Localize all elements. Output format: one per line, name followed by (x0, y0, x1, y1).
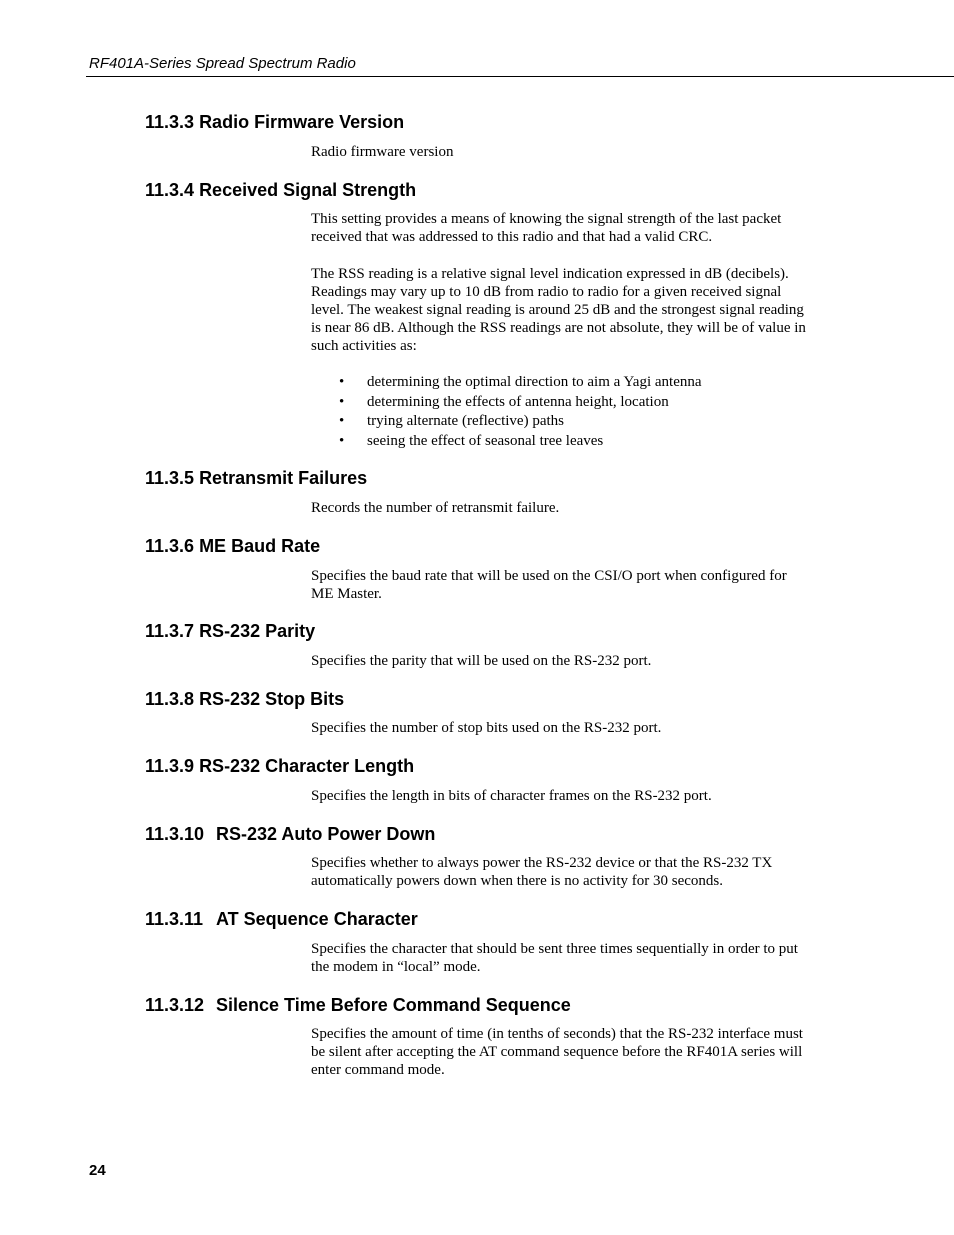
bullet-list (311, 373, 811, 451)
section-title: Retransmit Failures (199, 468, 368, 488)
section-title: RS-232 Parity (199, 621, 316, 641)
section-number: 11.3.6 (145, 536, 195, 556)
section-number: 11.3.9 (145, 756, 195, 776)
section-heading (145, 180, 416, 201)
section-heading (145, 621, 315, 642)
page-number: 24 (89, 1162, 106, 1179)
section-heading (145, 689, 344, 710)
section-title: AT Sequence Character (216, 909, 418, 929)
section-paragraph: Radio firmware version (311, 144, 454, 160)
section-title: Received Signal Strength (199, 180, 417, 200)
section-paragraph: Specifies the baud rate that will be used on the CSI/O port when configured for ME Master. (311, 568, 787, 602)
section-title: RS-232 Character Length (199, 756, 415, 776)
section-number: 11.3.3 (145, 112, 195, 132)
bullet-glyph: • (339, 393, 345, 410)
section-heading (145, 756, 414, 777)
section-title: ME Baud Rate (199, 536, 321, 556)
list-item-text: trying alternate (reflective) paths (367, 413, 564, 429)
section-title: RS-232 Auto Power Down (216, 824, 436, 844)
section-number: 11.3.8 (145, 689, 195, 709)
section-paragraph: Records the number of retransmit failure. (311, 500, 560, 516)
section-heading (145, 536, 320, 557)
section-number: 11.3.7 (145, 621, 195, 641)
section-paragraph: Specifies whether to always power the RS-232 device or that the RS-232 TX automatically powers down when there is no activity for 30 seconds. (311, 855, 773, 889)
section-heading (145, 468, 367, 489)
section-paragraph: Specifies the amount of time (in tenths of seconds) that the RS-232 interface must be silent after accepting the AT command sequence before the RF401A series will enter command mode. (311, 1026, 803, 1078)
section-heading (145, 824, 435, 845)
section-paragraph: Specifies the number of stop bits used on the RS-232 port. (311, 720, 662, 736)
list-item (311, 412, 811, 432)
running-header: RF401A-Series Spread Spectrum Radio (89, 55, 356, 72)
bullet-glyph: • (339, 413, 345, 429)
list-item-text: determining the effects of antenna height, location (367, 393, 669, 410)
section-number: 11.3.5 (145, 468, 195, 488)
list-item (311, 393, 811, 413)
section-number: 11.3.10 (145, 824, 205, 844)
bullet-glyph: • (339, 432, 345, 449)
list-item (311, 432, 811, 452)
section-heading (145, 995, 571, 1016)
section-heading (145, 909, 418, 930)
section-paragraph: The RSS reading is a relative signal level indication expressed in dB (decibels). Readings may vary up to 10 dB from radio to radio for a given received signal level. The weakest signal reading is around 25 dB and the strongest signal reading is near 86 dB. Although the RSS readings are not absolute, they will be of value in such activities as: (311, 266, 806, 354)
section-title: Radio Firmware Version (199, 112, 405, 132)
section-number: 11.3.11 (145, 909, 204, 929)
header-divider (86, 76, 954, 77)
bullet-glyph: • (339, 374, 345, 390)
section-heading (145, 112, 404, 133)
list-item-text: determining the optimal direction to aim a Yagi antenna (367, 374, 702, 390)
section-paragraph: Specifies the length in bits of character frames on the RS-232 port. (311, 788, 712, 804)
section-paragraph: This setting provides a means of knowing the signal strength of the last packet received that was addressed to this radio and that had a valid CRC. (311, 211, 782, 245)
section-title: RS-232 Stop Bits (199, 689, 345, 709)
list-item (311, 373, 811, 393)
section-paragraph: Specifies the parity that will be used on the RS-232 port. (311, 653, 652, 669)
section-number: 11.3.12 (145, 995, 205, 1015)
section-number: 11.3.4 (145, 180, 195, 200)
section-paragraph: Specifies the character that should be sent three times sequentially in order to put the modem in “local” mode. (311, 941, 798, 975)
section-title: Silence Time Before Command Sequence (216, 995, 571, 1015)
list-item-text: seeing the effect of seasonal tree leaves (367, 432, 604, 449)
